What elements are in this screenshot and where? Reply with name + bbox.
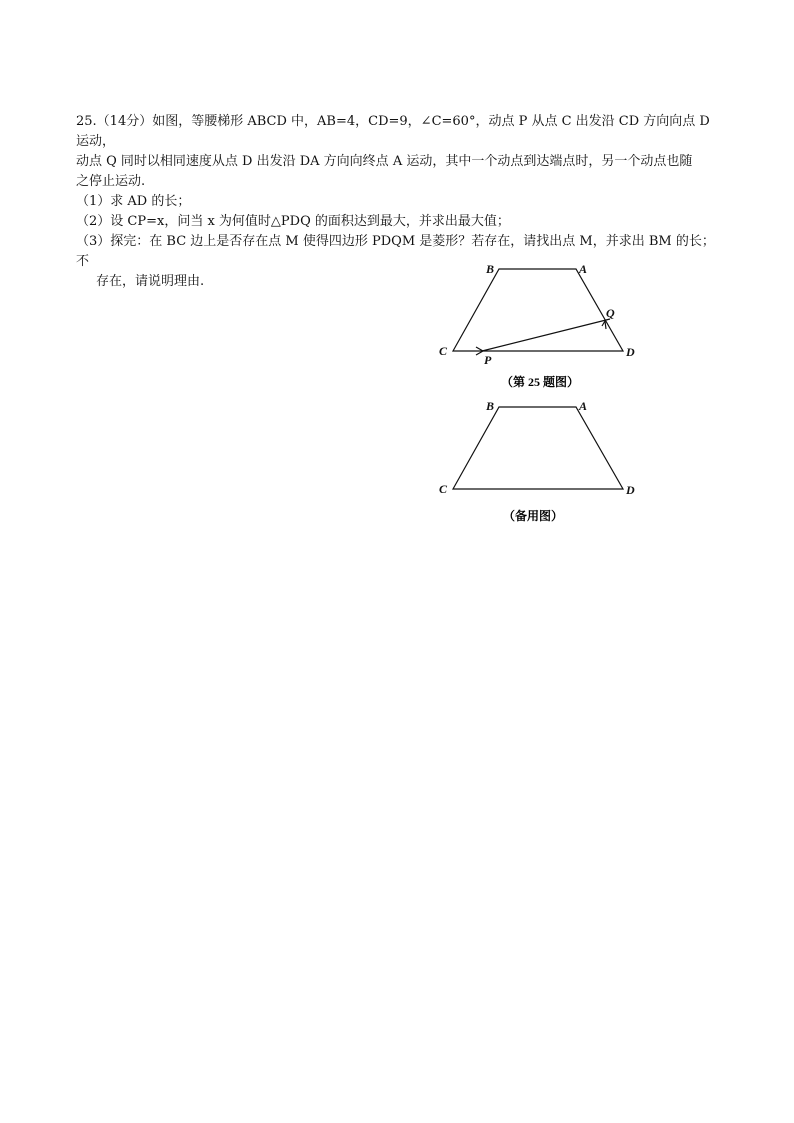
label-d: D [626, 345, 635, 359]
spare-label-b: B [486, 399, 495, 413]
question-3: （3）探完：在 BC 边上是否存在点 M 使得四边形 PDQM 是菱形？若存在，请找出点 M，并求出 BM 的长；不 [76, 234, 715, 269]
label-p: P [484, 353, 492, 367]
spare-trapezoid-abcd [453, 407, 623, 489]
arrow-q-icon [602, 321, 606, 329]
spare-figure-diagram [436, 396, 642, 528]
label-b: B [486, 262, 495, 276]
label-c: C [439, 344, 448, 358]
spare-label-d: D [626, 483, 635, 497]
spare-figure [436, 396, 642, 528]
trapezoid-abcd [453, 269, 623, 351]
problem-stem-line-2: 动点 Q 同时以相同速度从点 D 出发沿 DA 方向向终点 A 运动，其中一个动点到达端点时，另一个动点也随 [76, 154, 693, 169]
segment-pq [482, 319, 610, 351]
label-a: A [579, 262, 588, 276]
spare-label-a: A [579, 399, 588, 413]
question-2: （2）设 CP=x，问当 x 为何值时△PDQ 的面积达到最大，并求出最大值； [76, 214, 510, 229]
label-q: Q [606, 306, 615, 320]
figure-25-diagram [436, 258, 642, 398]
figure-25-caption: （第 25 题图） [501, 375, 580, 389]
spare-label-c: C [439, 482, 448, 496]
figure-25 [436, 258, 642, 398]
question-1: （1）求 AD 的长； [76, 194, 191, 209]
question-3-continued: 存在，请说明理由. [96, 274, 205, 289]
problem-stem-line-1: 25.（14分）如图，等腰梯形 ABCD 中，AB=4，CD=9，∠C=60°，动点 P 从点 C 出发沿 CD 方向向点 D 运动， [76, 114, 710, 149]
problem-stem-line-3: 之停止运动. [76, 174, 146, 189]
spare-figure-caption: （备用图） [503, 509, 564, 523]
